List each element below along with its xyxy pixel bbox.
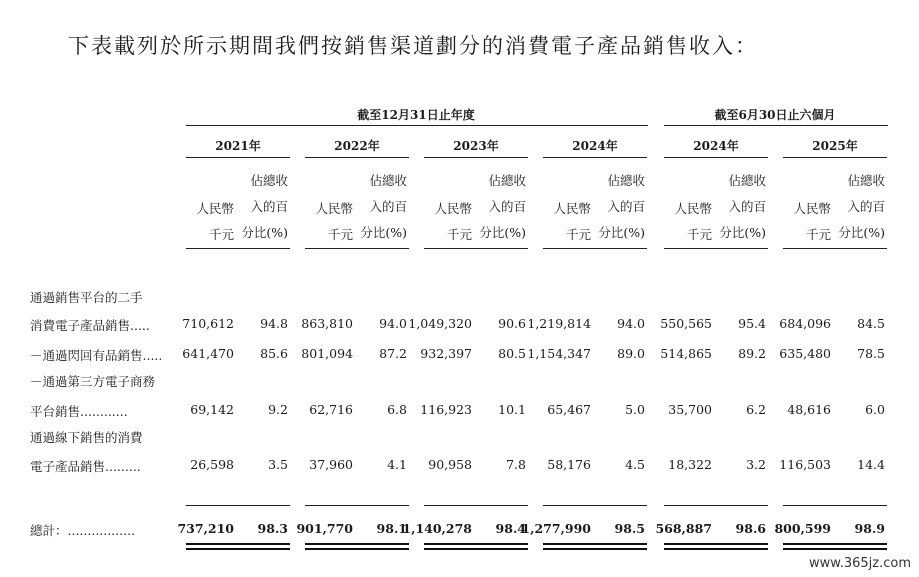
table-cell: 87.2 xyxy=(379,346,407,361)
year-header: 2024年 xyxy=(572,139,618,153)
table-cell: 635,480 xyxy=(779,346,831,361)
percent-column-header: 入的百 xyxy=(250,199,288,214)
column-header-rule xyxy=(783,248,887,249)
table-cell: 78.5 xyxy=(857,346,885,361)
total-label: 總計：................. xyxy=(30,523,136,538)
rmb-column-header: 人民幣 xyxy=(674,201,712,216)
column-header-rule xyxy=(424,248,528,249)
table-cell: 641,470 xyxy=(182,346,234,361)
table-cell: 89.0 xyxy=(617,346,645,361)
year-rule xyxy=(543,157,647,158)
table-cell: 710,612 xyxy=(182,316,234,331)
table-cell: 80.5 xyxy=(498,346,526,361)
total-double-rule xyxy=(543,543,647,550)
total-double-rule xyxy=(305,543,409,550)
year-rule xyxy=(424,157,528,158)
interim-period-header: 截至6月30日止六個月 xyxy=(714,108,836,122)
total-cell: 98.6 xyxy=(735,521,766,536)
subtotal-rule xyxy=(783,505,887,506)
year-rule xyxy=(783,157,887,158)
percent-column-header: 分比(%) xyxy=(241,225,288,240)
year-header: 2022年 xyxy=(334,139,380,153)
table-cell: 89.2 xyxy=(738,346,766,361)
rmb-column-header: 千元 xyxy=(805,227,831,242)
table-cell: 26,598 xyxy=(190,457,234,472)
table-cell: 65,467 xyxy=(547,402,591,417)
annual-period-header: 截至12月31日止年度 xyxy=(357,108,475,122)
total-cell: 1,277,990 xyxy=(521,521,591,536)
table-cell: 863,810 xyxy=(301,316,353,331)
column-header-rule xyxy=(664,248,768,249)
total-double-rule xyxy=(783,543,887,550)
table-cell: 5.0 xyxy=(625,402,645,417)
table-cell: 62,716 xyxy=(309,402,353,417)
rmb-column-header: 人民幣 xyxy=(553,201,591,216)
row-label: －通過閃回有品銷售..... xyxy=(30,348,163,363)
table-cell: 1,219,814 xyxy=(527,316,591,331)
total-double-rule xyxy=(424,543,528,550)
rmb-column-header: 千元 xyxy=(565,227,591,242)
row-label: 通過線下銷售的消費 xyxy=(30,430,143,445)
percent-column-header: 分比(%) xyxy=(838,225,885,240)
subtotal-rule xyxy=(305,505,409,506)
column-header-rule xyxy=(543,248,647,249)
table-cell: 116,923 xyxy=(420,402,472,417)
table-cell: 90.6 xyxy=(498,316,526,331)
table-cell: 58,176 xyxy=(547,457,591,472)
percent-column-header: 入的百 xyxy=(607,199,645,214)
table-cell: 6.0 xyxy=(865,402,885,417)
rmb-column-header: 人民幣 xyxy=(315,201,353,216)
table-cell: 3.5 xyxy=(268,457,288,472)
percent-column-header: 入的百 xyxy=(847,199,885,214)
row-label: 電子產品銷售......... xyxy=(30,459,141,474)
table-cell: 37,960 xyxy=(309,457,353,472)
total-double-rule xyxy=(186,543,290,550)
total-cell: 98.3 xyxy=(257,521,288,536)
table-cell: 94.8 xyxy=(260,316,288,331)
year-header: 2025年 xyxy=(812,139,858,153)
table-cell: 550,565 xyxy=(660,316,712,331)
table-cell: 84.5 xyxy=(857,316,885,331)
total-cell: 98.5 xyxy=(614,521,645,536)
total-cell: 737,210 xyxy=(177,521,234,536)
total-double-rule xyxy=(664,543,768,550)
total-cell: 568,887 xyxy=(655,521,712,536)
table-cell: 9.2 xyxy=(268,402,288,417)
year-rule xyxy=(664,157,768,158)
percent-column-header: 分比(%) xyxy=(598,225,645,240)
table-cell: 4.5 xyxy=(625,457,645,472)
percent-column-header: 佔總收 xyxy=(847,173,885,188)
table-cell: 7.8 xyxy=(506,457,526,472)
table-cell: 1,049,320 xyxy=(408,316,472,331)
column-header-rule xyxy=(186,248,290,249)
total-cell: 98.9 xyxy=(854,521,885,536)
table-cell: 18,322 xyxy=(668,457,712,472)
site-watermark: www.365jz.com xyxy=(809,556,911,571)
rmb-column-header: 人民幣 xyxy=(434,201,472,216)
row-label: －通過第三方電子商務 xyxy=(30,374,156,389)
rmb-column-header: 人民幣 xyxy=(793,201,831,216)
table-cell: 69,142 xyxy=(190,402,234,417)
subtotal-rule xyxy=(186,505,290,506)
interim-period-rule xyxy=(664,125,888,126)
year-rule xyxy=(186,157,290,158)
total-cell: 98.4 xyxy=(495,521,526,536)
table-cell: 48,616 xyxy=(787,402,831,417)
year-header: 2024年 xyxy=(693,139,739,153)
table-cell: 684,096 xyxy=(779,316,831,331)
table-cell: 14.4 xyxy=(857,457,885,472)
column-header-rule xyxy=(305,248,409,249)
percent-column-header: 佔總收 xyxy=(250,173,288,188)
annual-period-rule xyxy=(186,125,648,126)
percent-column-header: 佔總收 xyxy=(369,173,407,188)
row-label: 通過銷售平台的二手 xyxy=(30,290,143,305)
percent-column-header: 佔總收 xyxy=(728,173,766,188)
total-cell: 98.1 xyxy=(376,521,407,536)
table-cell: 95.4 xyxy=(738,316,766,331)
percent-column-header: 佔總收 xyxy=(607,173,645,188)
table-cell: 35,700 xyxy=(668,402,712,417)
table-cell: 4.1 xyxy=(387,457,407,472)
table-cell: 90,958 xyxy=(428,457,472,472)
year-header: 2023年 xyxy=(453,139,499,153)
table-cell: 3.2 xyxy=(746,457,766,472)
subtotal-rule xyxy=(543,505,647,506)
intro-sentence: 下表載列於所示期間我們按銷售渠道劃分的消費電子產品銷售收入： xyxy=(68,34,758,58)
total-cell: 901,770 xyxy=(296,521,353,536)
total-cell: 800,599 xyxy=(774,521,831,536)
table-cell: 1,154,347 xyxy=(527,346,591,361)
table-cell: 116,503 xyxy=(779,457,831,472)
rmb-column-header: 千元 xyxy=(446,227,472,242)
rmb-column-header: 千元 xyxy=(208,227,234,242)
table-cell: 801,094 xyxy=(301,346,353,361)
rmb-column-header: 千元 xyxy=(686,227,712,242)
subtotal-rule xyxy=(664,505,768,506)
percent-column-header: 入的百 xyxy=(488,199,526,214)
row-label: 平台銷售............ xyxy=(30,404,128,419)
table-cell: 514,865 xyxy=(660,346,712,361)
percent-column-header: 分比(%) xyxy=(360,225,407,240)
percent-column-header: 入的百 xyxy=(369,199,407,214)
percent-column-header: 佔總收 xyxy=(488,173,526,188)
table-cell: 94.0 xyxy=(617,316,645,331)
table-cell: 94.0 xyxy=(379,316,407,331)
subtotal-rule xyxy=(424,505,528,506)
percent-column-header: 入的百 xyxy=(728,199,766,214)
rmb-column-header: 人民幣 xyxy=(196,201,234,216)
row-label: 消費電子產品銷售..... xyxy=(30,318,150,333)
percent-column-header: 分比(%) xyxy=(479,225,526,240)
table-cell: 6.2 xyxy=(746,402,766,417)
year-rule xyxy=(305,157,409,158)
year-header: 2021年 xyxy=(215,139,261,153)
percent-column-header: 分比(%) xyxy=(719,225,766,240)
total-cell: 1,140,278 xyxy=(402,521,472,536)
table-cell: 10.1 xyxy=(498,402,526,417)
table-cell: 6.8 xyxy=(387,402,407,417)
table-cell: 932,397 xyxy=(420,346,472,361)
table-cell: 85.6 xyxy=(260,346,288,361)
rmb-column-header: 千元 xyxy=(327,227,353,242)
